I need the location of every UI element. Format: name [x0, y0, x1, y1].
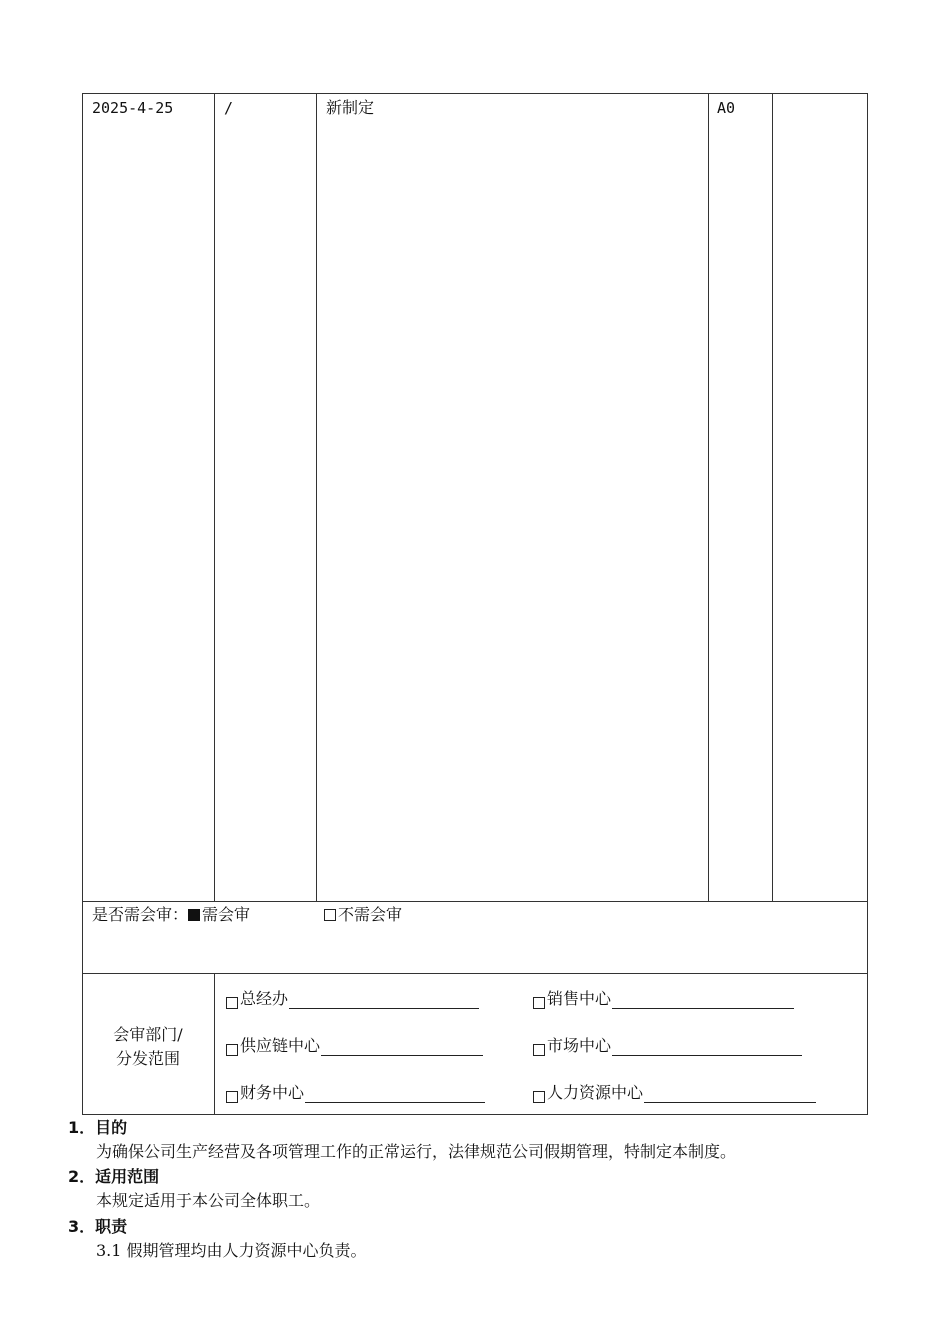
distribution-label	[82, 1023, 214, 1071]
section-heading: 3．职责	[68, 1217, 128, 1236]
revision-date: 2025-4-25	[92, 99, 174, 117]
department-label: 财务中心	[240, 1083, 305, 1102]
department-fill-line	[612, 1037, 802, 1056]
review-not-required-checkbox[interactable]	[324, 905, 402, 925]
column-divider	[214, 93, 215, 901]
column-divider	[316, 93, 317, 901]
checked-box-icon	[188, 909, 200, 921]
section-body: 本规定适用于本公司全体职工。	[96, 1191, 321, 1210]
department-label: 销售中心	[547, 989, 612, 1008]
department-label: 人力资源中心	[547, 1083, 644, 1102]
distribution-label-line2: 分发范围	[115, 1049, 180, 1068]
checkbox-icon	[226, 1091, 238, 1103]
column-divider	[708, 93, 709, 901]
review-required-label: 需会审	[202, 905, 251, 924]
checkbox-icon	[533, 997, 545, 1009]
department-checkbox[interactable]	[226, 989, 479, 1009]
review-row	[92, 905, 250, 925]
department-fill-line	[289, 990, 479, 1009]
review-required-checkbox[interactable]	[188, 905, 250, 924]
checkbox-icon	[324, 909, 336, 921]
checkbox-icon	[533, 1044, 545, 1056]
column-divider	[772, 93, 773, 901]
department-checkbox[interactable]	[533, 1083, 816, 1103]
department-checkbox[interactable]	[226, 1036, 483, 1056]
checkbox-icon	[226, 1044, 238, 1056]
section-heading: 2．适用范围	[68, 1167, 160, 1186]
review-not-required-label: 不需会审	[338, 905, 403, 924]
department-label: 市场中心	[547, 1036, 612, 1055]
review-label: 是否需会审：	[92, 905, 189, 924]
revision-version: A0	[717, 99, 736, 117]
department-label: 总经办	[240, 989, 289, 1008]
department-checkbox[interactable]	[533, 1036, 802, 1056]
row-divider	[82, 901, 868, 902]
section-body: 3.1 假期管理均由人力资源中心负责。	[96, 1241, 367, 1260]
revision-col2: /	[224, 99, 234, 117]
department-checkbox[interactable]	[226, 1083, 485, 1103]
department-fill-line	[644, 1084, 816, 1103]
revision-table	[82, 93, 868, 1115]
distribution-label-line1: 会审部门/	[113, 1025, 183, 1044]
section-body: 为确保公司生产经营及各项管理工作的正常运行，法律规范公司假期管理，特制定本制度。	[96, 1142, 737, 1161]
department-fill-line	[321, 1037, 483, 1056]
row-divider	[82, 973, 868, 974]
department-fill-line	[305, 1084, 485, 1103]
department-label: 供应链中心	[240, 1036, 321, 1055]
column-divider	[214, 973, 215, 1115]
department-checkbox[interactable]	[533, 989, 794, 1009]
revision-content: 新制定	[326, 98, 375, 117]
checkbox-icon	[533, 1091, 545, 1103]
checkbox-icon	[226, 997, 238, 1009]
department-fill-line	[612, 990, 794, 1009]
section-heading: 1．目的	[68, 1118, 128, 1137]
